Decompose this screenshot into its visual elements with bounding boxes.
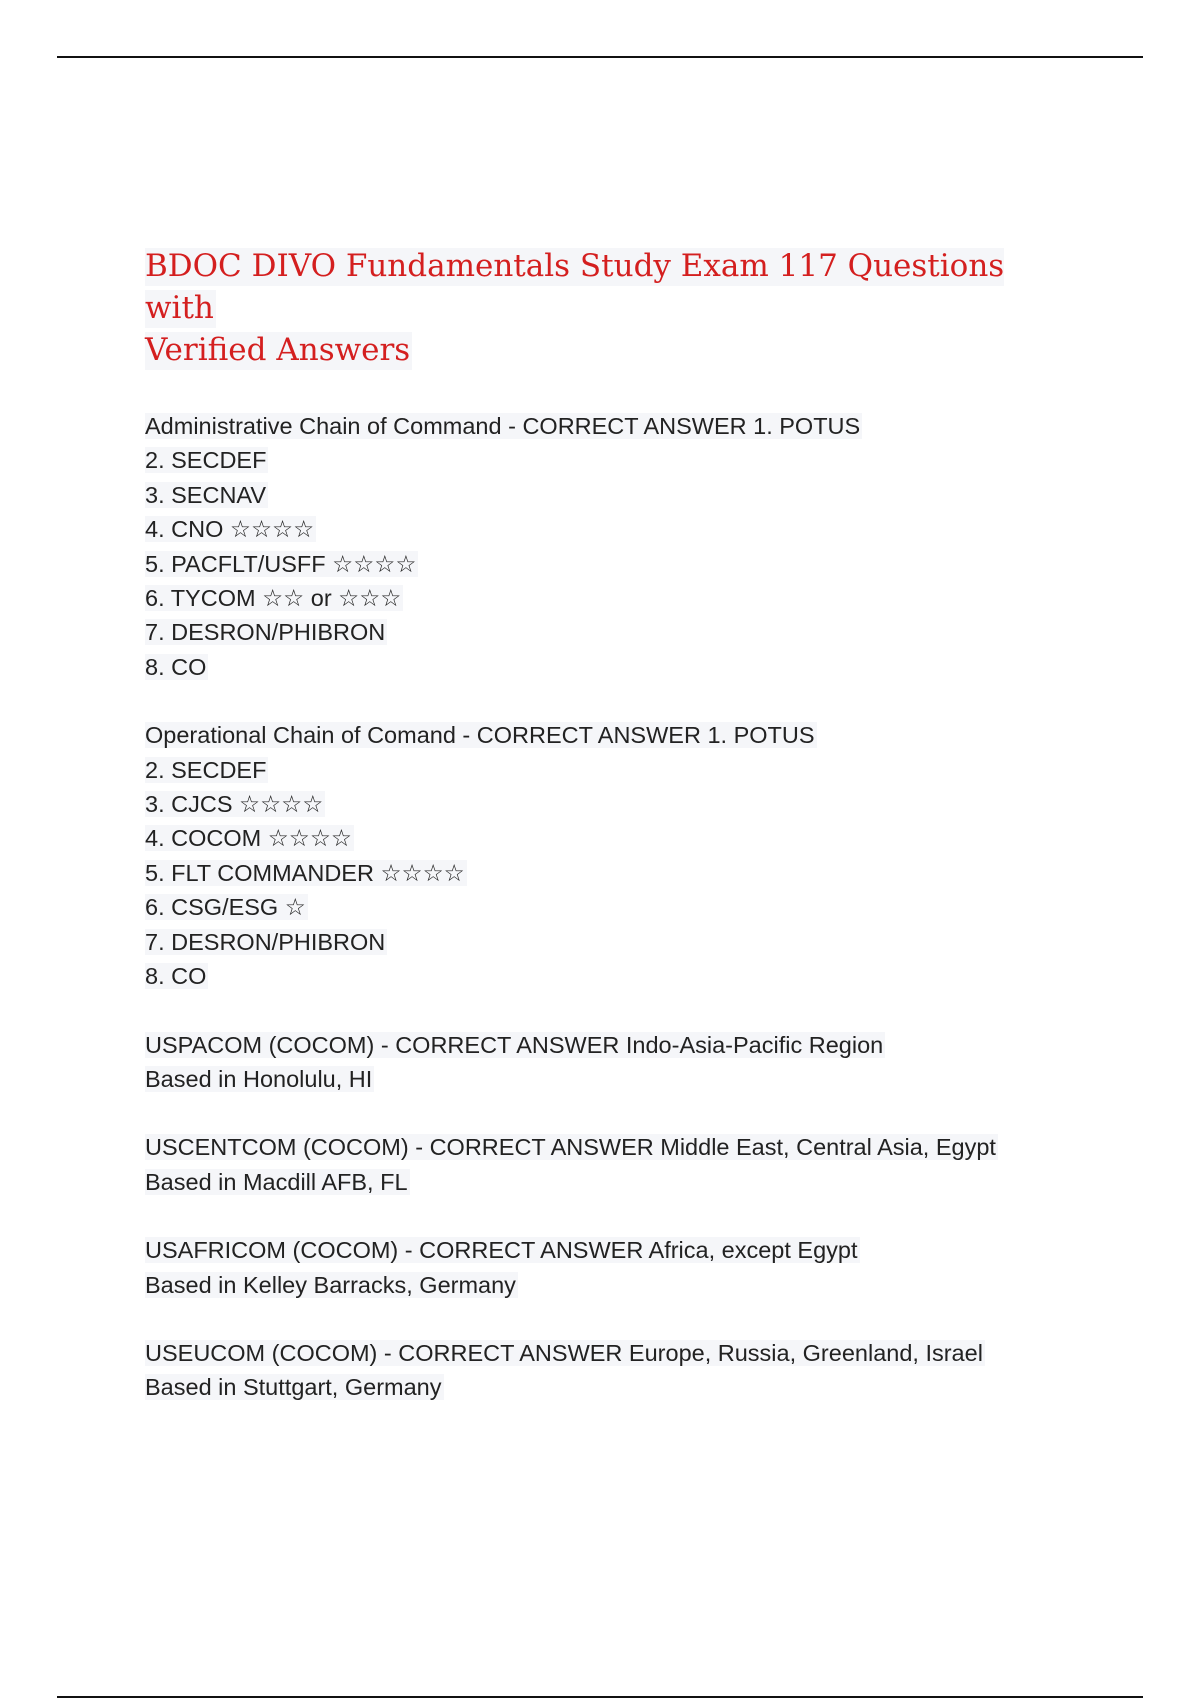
qa-text: USCENTCOM (COCOM) - CORRECT ANSWER Middle East, Central Asia, Egypt bbox=[145, 1134, 996, 1161]
qa-text: 2. SECDEF bbox=[145, 447, 267, 474]
qa-usafricom bbox=[145, 1233, 1075, 1302]
qa-text: 5. FLT COMMANDER ☆☆☆☆ bbox=[145, 859, 465, 886]
qa-text: 6. TYCOM ☆☆ or ☆☆☆ bbox=[145, 585, 402, 612]
title-line-1: BDOC DIVO Fundamentals Study Exam 117 Questions with bbox=[145, 248, 1005, 326]
qa-line bbox=[145, 1028, 1075, 1062]
qa-text: 4. CNO ☆☆☆☆ bbox=[145, 516, 315, 543]
qa-operational-chain bbox=[145, 718, 1075, 993]
qa-text: 5. PACFLT/USFF ☆☆☆☆ bbox=[145, 550, 417, 577]
qa-line bbox=[145, 1268, 1075, 1302]
page-content bbox=[145, 245, 1075, 1439]
qa-useucom bbox=[145, 1336, 1075, 1405]
qa-line bbox=[145, 753, 1075, 787]
qa-text: 6. CSG/ESG ☆ bbox=[145, 894, 306, 921]
qa-line bbox=[145, 512, 1075, 546]
qa-line bbox=[145, 581, 1075, 615]
qa-line bbox=[145, 1336, 1075, 1370]
qa-text: Based in Kelley Barracks, Germany bbox=[145, 1271, 516, 1298]
qa-text: Based in Honolulu, HI bbox=[145, 1065, 373, 1092]
qa-text: USEUCOM (COCOM) - CORRECT ANSWER Europe, Russia, Greenland, Israel bbox=[145, 1339, 983, 1366]
footer-rule bbox=[57, 1696, 1143, 1698]
qa-line bbox=[145, 856, 1075, 890]
qa-line bbox=[145, 478, 1075, 512]
qa-line bbox=[145, 959, 1075, 993]
qa-uspacom bbox=[145, 1028, 1075, 1097]
title-line-2: Verified Answers bbox=[145, 332, 411, 368]
qa-line bbox=[145, 1165, 1075, 1199]
qa-text: 8. CO bbox=[145, 963, 207, 990]
document-title bbox=[145, 245, 1075, 371]
qa-line bbox=[145, 890, 1075, 924]
qa-line bbox=[145, 1370, 1075, 1404]
qa-line bbox=[145, 718, 1075, 752]
qa-text: 4. COCOM ☆☆☆☆ bbox=[145, 825, 353, 852]
qa-line bbox=[145, 443, 1075, 477]
qa-line bbox=[145, 547, 1075, 581]
qa-text: USPACOM (COCOM) - CORRECT ANSWER Indo-Asia-Pacific Region bbox=[145, 1031, 884, 1058]
qa-text: 7. DESRON/PHIBRON bbox=[145, 928, 386, 955]
qa-text: Based in Stuttgart, Germany bbox=[145, 1374, 442, 1401]
qa-line bbox=[145, 1233, 1075, 1267]
qa-text: 7. DESRON/PHIBRON bbox=[145, 619, 386, 646]
qa-text: Administrative Chain of Command - CORRECT ANSWER 1. POTUS bbox=[145, 413, 861, 439]
qa-text: 3. SECNAV bbox=[145, 481, 267, 508]
qa-line bbox=[145, 650, 1075, 684]
qa-administrative-chain bbox=[145, 409, 1075, 684]
qa-text: 8. CO bbox=[145, 653, 207, 680]
qa-line bbox=[145, 615, 1075, 649]
qa-line bbox=[145, 1062, 1075, 1096]
qa-line bbox=[145, 1130, 1075, 1164]
qa-line bbox=[145, 821, 1075, 855]
qa-line bbox=[145, 409, 1075, 443]
header-rule bbox=[57, 56, 1143, 58]
qa-text: 3. CJCS ☆☆☆☆ bbox=[145, 791, 324, 818]
qa-text: Operational Chain of Comand - CORRECT ANSWER 1. POTUS bbox=[145, 722, 815, 749]
qa-text: USAFRICOM (COCOM) - CORRECT ANSWER Africa, except Egypt bbox=[145, 1237, 858, 1264]
qa-text: 2. SECDEF bbox=[145, 756, 267, 783]
qa-line bbox=[145, 925, 1075, 959]
qa-text: Based in Macdill AFB, FL bbox=[145, 1168, 408, 1195]
qa-uscentcom bbox=[145, 1130, 1075, 1199]
qa-line bbox=[145, 787, 1075, 821]
